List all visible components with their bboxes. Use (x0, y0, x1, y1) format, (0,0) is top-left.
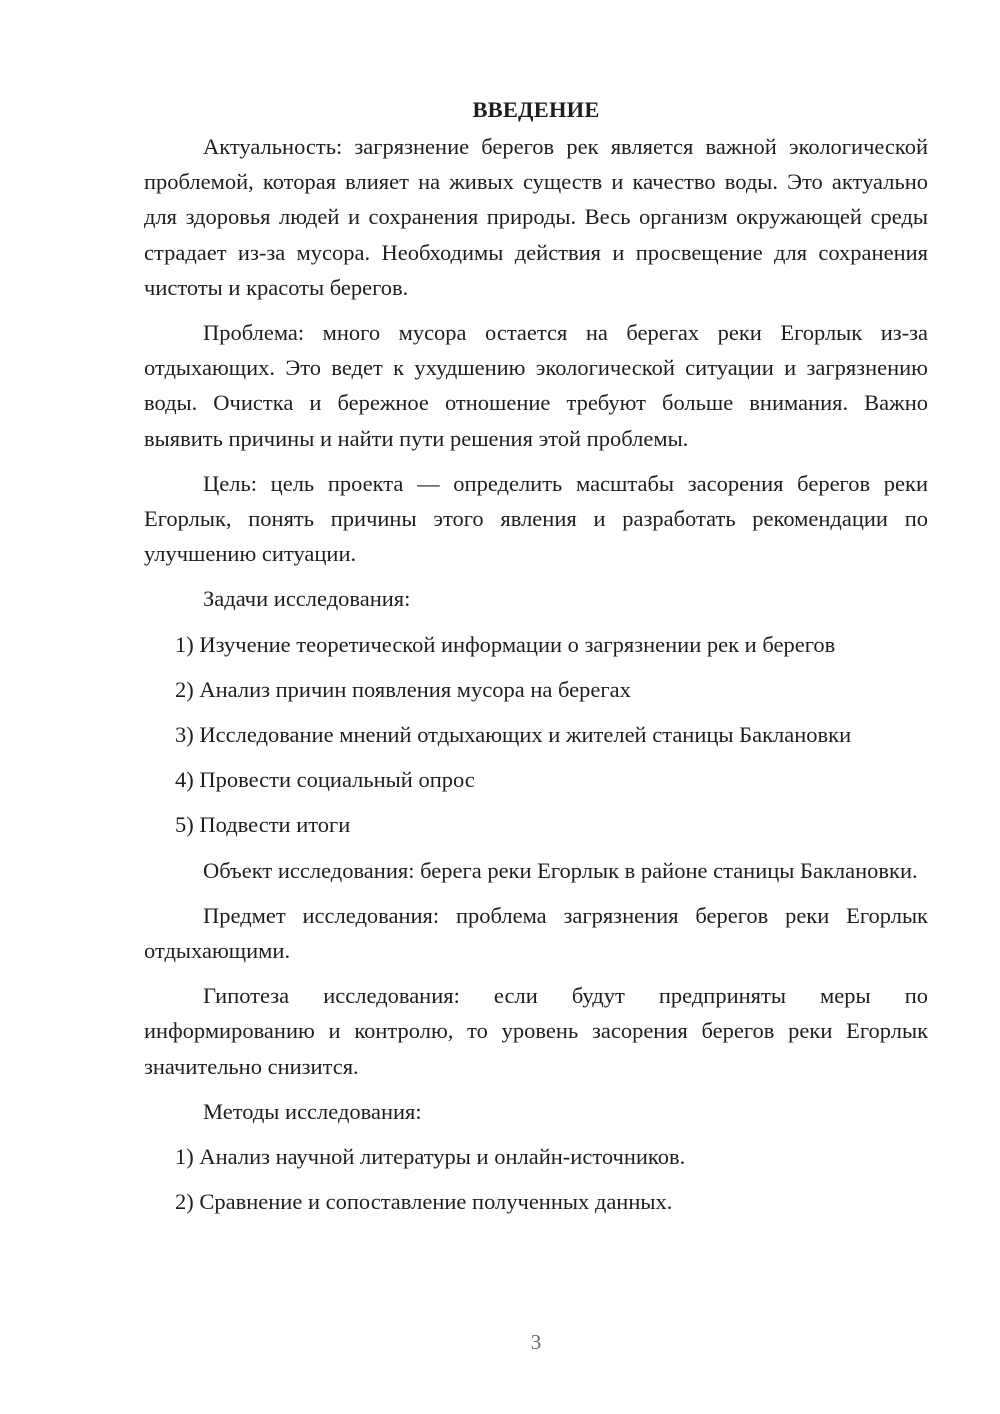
tasks-label: Задачи исследования: (203, 586, 411, 612)
method-item: 2) Сравнение и сопоставление полученных данных. (175, 1189, 673, 1215)
methods-list (144, 1139, 928, 1219)
task-item: 3) Исследование мнений отдыхающих и жителей станицы Баклановки (175, 722, 852, 748)
methods-label: Методы исследования: (203, 1098, 422, 1124)
page-title: ВВЕДЕНИЕ (472, 97, 600, 122)
method-item: 1) Анализ научной литературы и онлайн-источников. (175, 1144, 686, 1170)
hypothesis-paragraph: Гипотеза исследования: если будут предприняты меры по информированию и контролю, то уровень засорения берегов реки Егорлык значительно снизится. (144, 983, 928, 1079)
object-paragraph: Объект исследования: берега реки Егорлык в районе станицы Баклановки. (203, 857, 918, 883)
page-content (144, 92, 928, 1229)
page-number: 3 (530, 1330, 542, 1354)
task-item: 5) Подвести итоги (175, 812, 351, 838)
task-item: 2) Анализ причин появления мусора на берегах (175, 676, 631, 702)
goal-paragraph: Цель: цель проекта — определить масштабы засорения берегов реки Егорлык, понять причины этого явления и разработать рекомендации по улучшению ситуации. (144, 470, 928, 567)
problem-paragraph: Проблема: много мусора остается на берегах реки Егорлык из-за отдыхающих. Это ведет к ухудшению экологической ситуации и загрязнению воды. Очистка и бережное отношение требуют больше внимания. Важно выявить причины и найти пути решения этой проблемы. (144, 320, 928, 451)
relevance-paragraph: Актуальность: загрязнение берегов рек является важной экологической проблемой, которая влияет на живых существ и качество воды. Это актуально для здоровья людей и сохранения природы. Весь организм окружающей среды страдает из-за мусора. Необходимы действия и просвещение для сохранения чистоты и красоты берегов. (144, 134, 928, 300)
task-item: 1) Изучение теоретической информации о загрязнении рек и берегов (175, 631, 836, 657)
subject-paragraph: Предмет исследования: проблема загрязнения берегов реки Егорлык отдыхающими. (144, 902, 928, 964)
task-item: 4) Провести социальный опрос (175, 767, 475, 793)
tasks-list (144, 627, 928, 843)
